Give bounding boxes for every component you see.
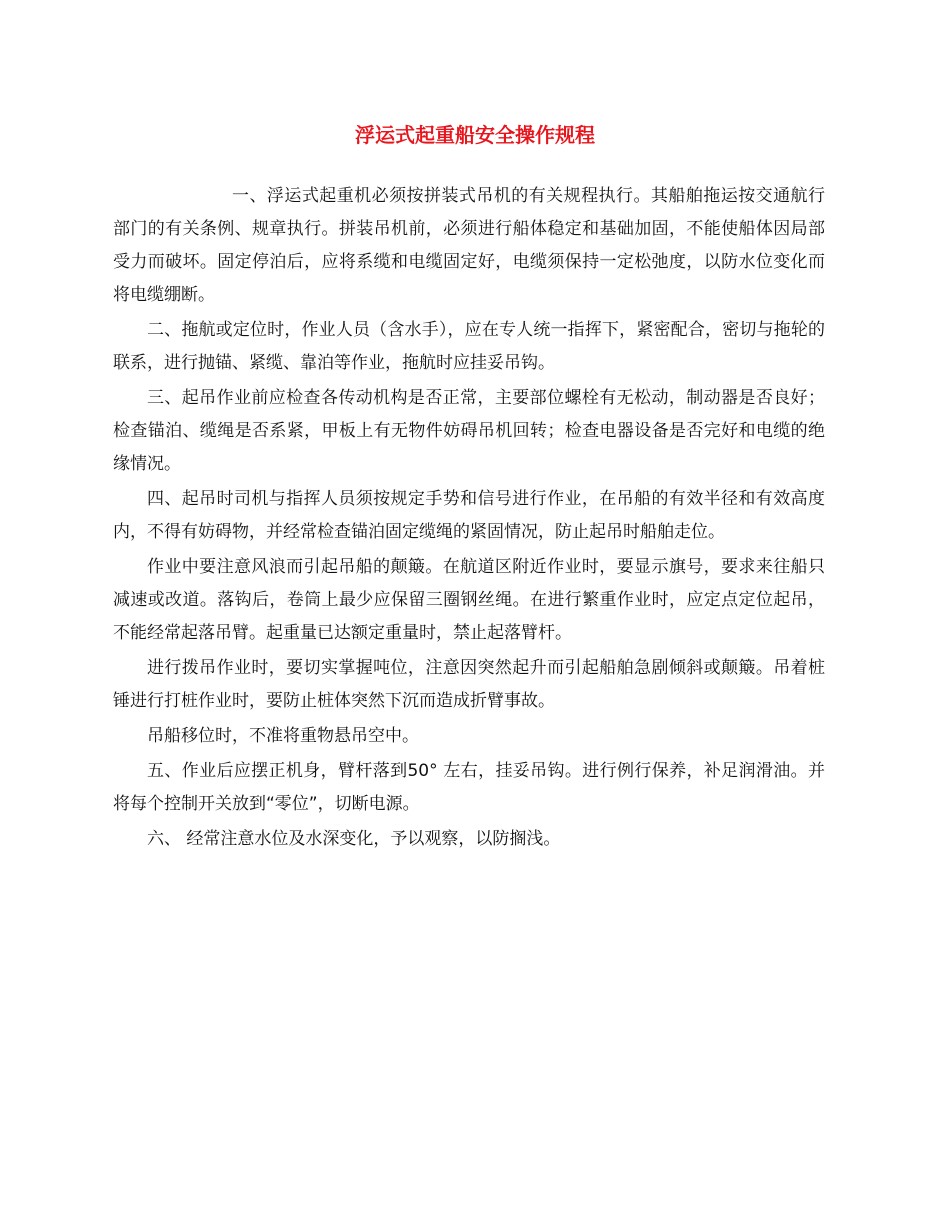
paragraph-2: 二、拖航或定位时，作业人员（含水手），应在专人统一指挥下，紧密配合，密切与拖轮的联系，进行抛锚、紧缆、靠泊等作业，拖航时应挂妥吊钩。 [113,320,825,373]
paragraph-9: 六、 经常注意水位及水深变化，予以观察，以防搁浅。 [147,829,561,849]
paragraph-5: 作业中要注意风浪而引起吊船的颠簸。在航道区附近作业时，要显示旗号，要求来往船只减速或改道。落钩后，卷筒上最少应保留三圈钢丝绳。在进行繁重作业时，应定点定位起吊，不能经常起落吊臂。起重量已达额定重量时，禁止起落臂杆。 [113,557,825,643]
paragraph-8: 五、作业后应摆正机身，臂杆落到50° 左右，挂妥吊钩。进行例行保养，补足润滑油。并将每个控制开关放到“零位”，切断电源。 [113,761,825,814]
paragraph-6: 进行拨吊作业时，要切实掌握吨位，注意因突然起升而引起船舶急剧倾斜或颠簸。吊着桩锤进行打桩作业时，要防止桩体突然下沉而造成折臂事故。 [113,658,825,711]
paragraph-1: 一、浮运式起重机必须按拼装式吊机的有关规程执行。其船舶拖运按交通航行部门的有关条例、规章执行。拼装吊机前，必须进行船体稳定和基础加固，不能使船体因局部受力而破坏。固定停泊后，应将系缆和电缆固定好，电缆须保持一定松弛度，以防水位变化而将电缆绷断。 [113,186,825,305]
paragraph-4: 四、起吊时司机与指挥人员须按规定手势和信号进行作业，在吊船的有效半径和有效高度内，不得有妨碍物，并经常检查锚泊固定缆绳的紧固情况，防止起吊时船舶走位。 [113,489,825,542]
document-body [113,180,825,858]
paragraph-7: 吊船移位时，不准将重物悬吊空中。 [147,726,419,746]
paragraph-3: 三、起吊作业前应检查各传动机构是否正常，主要部位螺栓有无松动，制动器是否良好；检查锚泊、缆绳是否系紧，甲板上有无物件妨碍吊机回转；检查电器设备是否完好和电缆的绝缘情况。 [113,388,825,474]
page-title: 浮运式起重船安全操作规程 [355,123,595,147]
